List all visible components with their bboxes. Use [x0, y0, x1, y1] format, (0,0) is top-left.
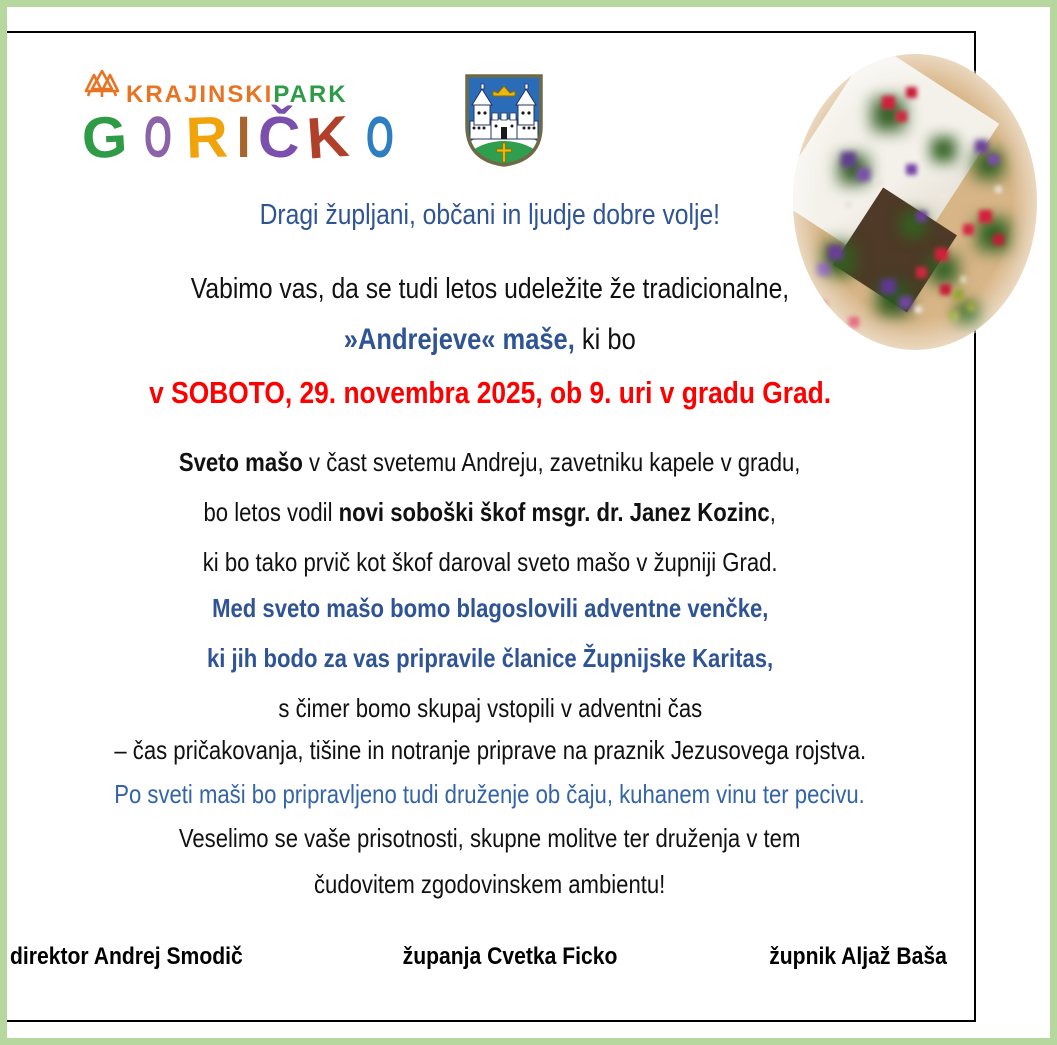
mass-bold: Sveto mašo — [179, 447, 304, 477]
advent-wreaths-photo — [793, 54, 1037, 350]
municipality-coat-of-arms-icon — [458, 69, 550, 171]
signature-priest: župnik Aljaž Baša — [769, 943, 947, 970]
body-line-wreaths-1: Med sveto mašo bomo blagoslovili adventne venčke, — [211, 593, 769, 623]
event-date-line: v SOBOTO, 29. novembra 2025, ob 9. uri v gradu Grad. — [149, 375, 831, 410]
logo-letter: Č — [256, 103, 309, 172]
signature-director: direktor Andrej Smodič — [10, 943, 243, 970]
bishop-pre: bo letos vodil — [203, 497, 339, 527]
logo-letter: R — [185, 104, 237, 171]
body-line-mass — [6, 447, 974, 478]
logo-letter: G — [80, 103, 136, 172]
event-name-bold: »Andrejeve« maše, — [343, 323, 576, 356]
body-line-advent-2: – čas pričakovanja, tišine in notranje priprave na praznik Jezusovega rojstva. — [114, 735, 866, 765]
greeting-line: Dragi župljani, občani in ljudje dobre volje! — [259, 199, 721, 231]
body-line-first-mass: ki bo tako prvič kot škof daroval sveto mašo v župniji Grad. — [202, 547, 778, 577]
logo-krajinski-text: KRAJINSKI — [126, 81, 274, 108]
body-line-bishop — [6, 497, 974, 528]
body-line-closing-2: čudovitem zgodovinskem ambientu! — [314, 869, 666, 899]
krajinski-park-goricko-logo — [80, 67, 399, 207]
body-line-social: Po sveti maši bo pripravljeno tudi druženje ob čaju, kuhanem vinu ter pecivu. — [114, 779, 866, 809]
mass-rest: v čast svetemu Andreju, zavetniku kapele v gradu, — [303, 447, 801, 477]
photo-vignette — [791, 52, 1039, 352]
body-line-wreaths-2: ki jih bodo za vas pripravile članice Župnijske Karitas, — [206, 643, 774, 673]
intro-line: Vabimo vas, da se tudi letos udeležite že tradicionalne, — [190, 273, 790, 305]
body-line-closing-1: Veselimo se vaše prisotnosti, skupne molitve ter druženja v tem — [179, 823, 801, 853]
logo-letter: O — [142, 103, 178, 172]
body-line-advent-1: s čimer bomo skupaj vstopili v adventni čas — [278, 693, 702, 723]
logo-letter: K — [304, 103, 359, 172]
logo-park-text: PARK — [273, 81, 348, 108]
signature-row — [10, 943, 947, 971]
bishop-post: , — [770, 497, 777, 527]
document-inner-border — [4, 31, 976, 1022]
photo-yellow-buds — [793, 54, 794, 55]
bishop-bold: novi soboški škof msgr. dr. Janez Kozinc — [338, 497, 771, 527]
logo-letter: O — [365, 104, 399, 171]
logo-goricko-wordmark — [80, 103, 408, 172]
signature-mayor: županja Cvetka Ficko — [402, 943, 618, 970]
logo-letter: I — [236, 105, 257, 170]
event-name-rest: ki bo — [575, 323, 637, 356]
